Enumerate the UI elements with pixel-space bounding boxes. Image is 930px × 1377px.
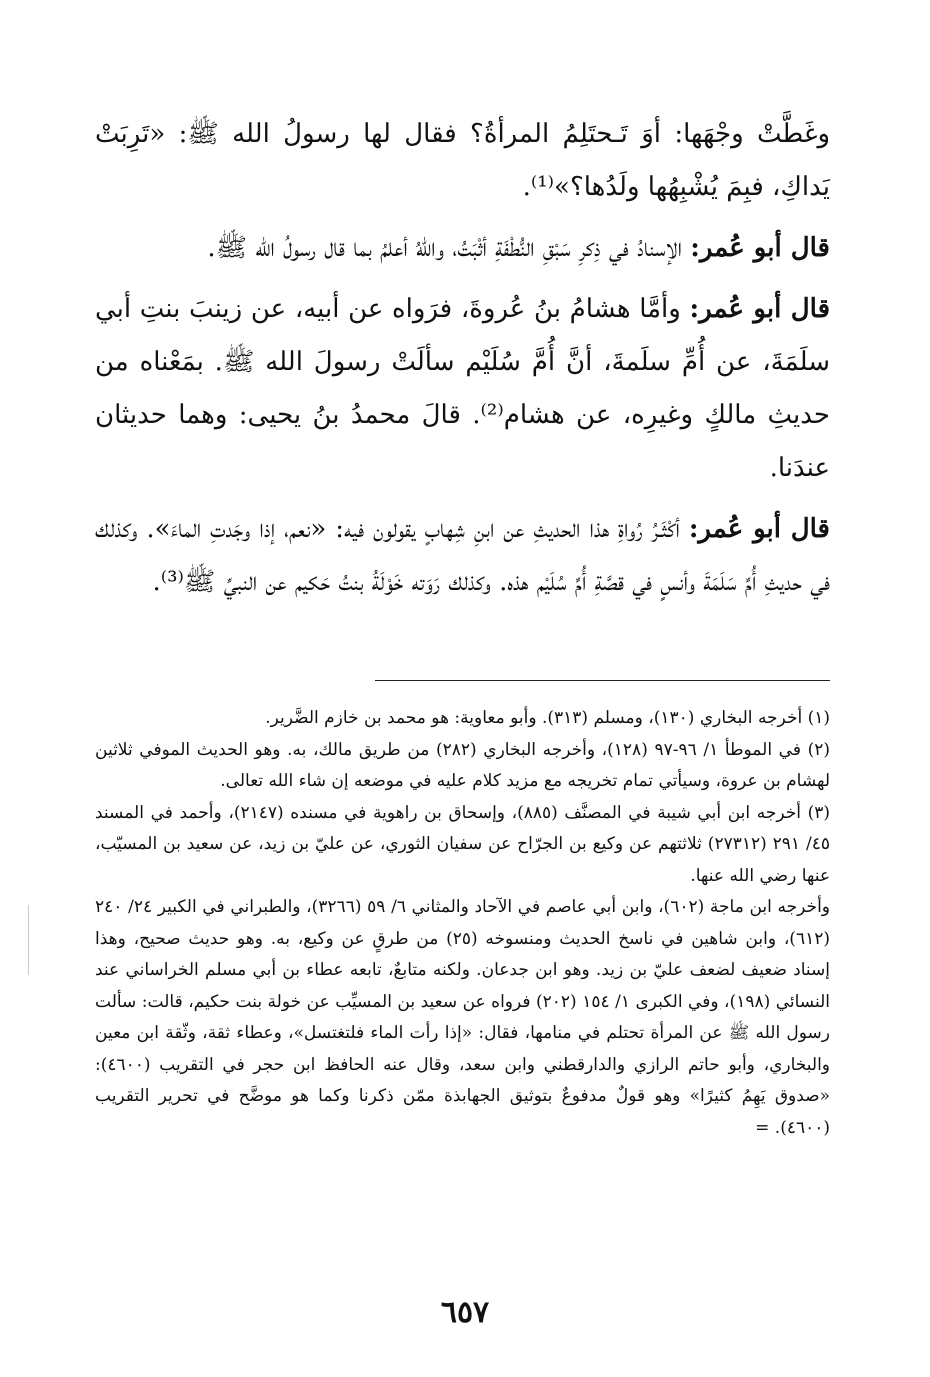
- speaker-label: قال أبو عُمر:: [689, 294, 830, 324]
- footnotes: [95, 703, 830, 1144]
- paragraph-2: [95, 222, 830, 275]
- paragraph-1: وغَطَّتْ وجْهَها: أوَ تَـحتَلِمُ المرأةُ؟ فقال لها رسولُ الله ﷺ: «تَرِبَتْ يَداكِ، فبِمَ يُشْبِهُها ولَدُها؟»⁽¹⁾.: [95, 119, 830, 202]
- paragraph-text: الإسنادُ في ذِكرِ سَبْقِ النُّطْفَةِ أثْبَتُ، واللهُ أعلمُ بما قال رسولُ الله ﷺ.: [207, 233, 691, 263]
- main-text: [95, 108, 830, 617]
- paragraph-3: [95, 283, 830, 495]
- paragraph-4: [95, 503, 830, 609]
- footnote-2: (٢) في الموطأ ١/ ٩٦-٩٧ (١٢٨)، وأخرجه البخاري (٢٨٢) من طريق مالك، به. وهو الحديث الموفي ثلاثين لهشام بن عروة، وسيأتي تمام تخريجه مع مزيد كلام عليه في موضعه إن شاء الله تعالى.: [95, 739, 830, 791]
- speaker-label: قال أبو عُمر:: [688, 514, 830, 544]
- footnote-3: (٣) أخرجه ابن أبي شيبة في المصنَّف (٨٨٥)، وإسحاق بن راهوية في مسنده (٢١٤٧)، وأحمد في المسند ٤٥/ ٢٩١ (٢٧٣١٢) ثلاثتهم عن وكيع بن الجرّاح عن سفيان الثوري، عن عليّ بن زيد، عن سعيد بن المسيّب، عنها رضي الله عنها.: [95, 802, 830, 886]
- margin-mark: [28, 905, 29, 975]
- speaker-label: قال أبو عُمر:: [690, 233, 830, 263]
- footnote-separator: [375, 680, 830, 681]
- footnote-3-continued: وأخرجه ابن ماجة (٦٠٢)، وابن أبي عاصم في الآحاد والمثاني ٦/ ٥٩ (٣٢٦٦)، والطبراني في الكبير ٢٤/ ٢٤٠ (٦١٢)، وابن شاهين في ناسخ الحديث ومنسوخه (٢٥) من طرقٍ عن وكيع، به. وهو حديث صحيح، وهذا إسناد ضعيف لضعف عليّ بن زيد. وهو ابن جدعان. ولكنه متابعٌ، تابعه عطاء بن أبي مسلم الخراساني عند النسائي (١٩٨)، وفي الكبرى ١/ ١٥٤ (٢٠٢) فرواه عن سعيد بن المسيِّب عن خولة بنت حكيم، قالت: سألت رسول الله ﷺ عن المرأة تحتلم في منامها، فقال: «إذا رأت الماء فلتغتسل»، وعطاء ثقة، وثّقة ابن معين والبخاري، وأبو حاتم الرازي والدارقطني وابن سعد، وقال عنه الحافظ ابن حجر في التقريب (٤٦٠٠): «صدوق يَهِمُ كثيرًا» وهو قولٌ مدفوعٌ بتوثيق الجهابذة ممّن ذكرنا وكما هو موضَّح في تحرير التقريب (٤٦٠٠). =: [95, 897, 831, 1138]
- paragraph-text: أكْثَـرُ رُواةِ هذا الحديثِ عن ابنِ شِهابٍ يقولون فيه: «نعم، إذا وجَدتِ الماءَ». وكذلك في حديثِ أُمِّ سَلَمَةَ وأنسٍ في قصَّةِ أُمِّ سُلَيْم هذه. وكذلك رَوَته خَوْلَةُ بنتُ حَكيم عن النبيِّ ﷺ⁽³⁾.: [95, 514, 830, 597]
- paragraph-text: وأمَّا هشامُ بنُ عُروةَ، فرَواه عن أبيه، عن زينبَ بنتِ أبي سلَمَةَ، عن أُمِّ سلَمةَ، أنَّ أُمَّ سُلَيْم سألَتْ رسولَ الله ﷺ. بمَعْناه من حديثِ مالكٍ وغيرِه، عن هشام⁽²⁾. قالَ محمدُ بنُ يحيى: وهما حديثان عندَنا.: [95, 294, 830, 483]
- footnote-1: (١) أخرجه البخاري (١٣٠)، ومسلم (٣١٣). وأبو معاوية: هو محمد بن خازم الضَّرير.: [265, 708, 830, 728]
- page-number: ٦٥٧: [440, 1295, 490, 1330]
